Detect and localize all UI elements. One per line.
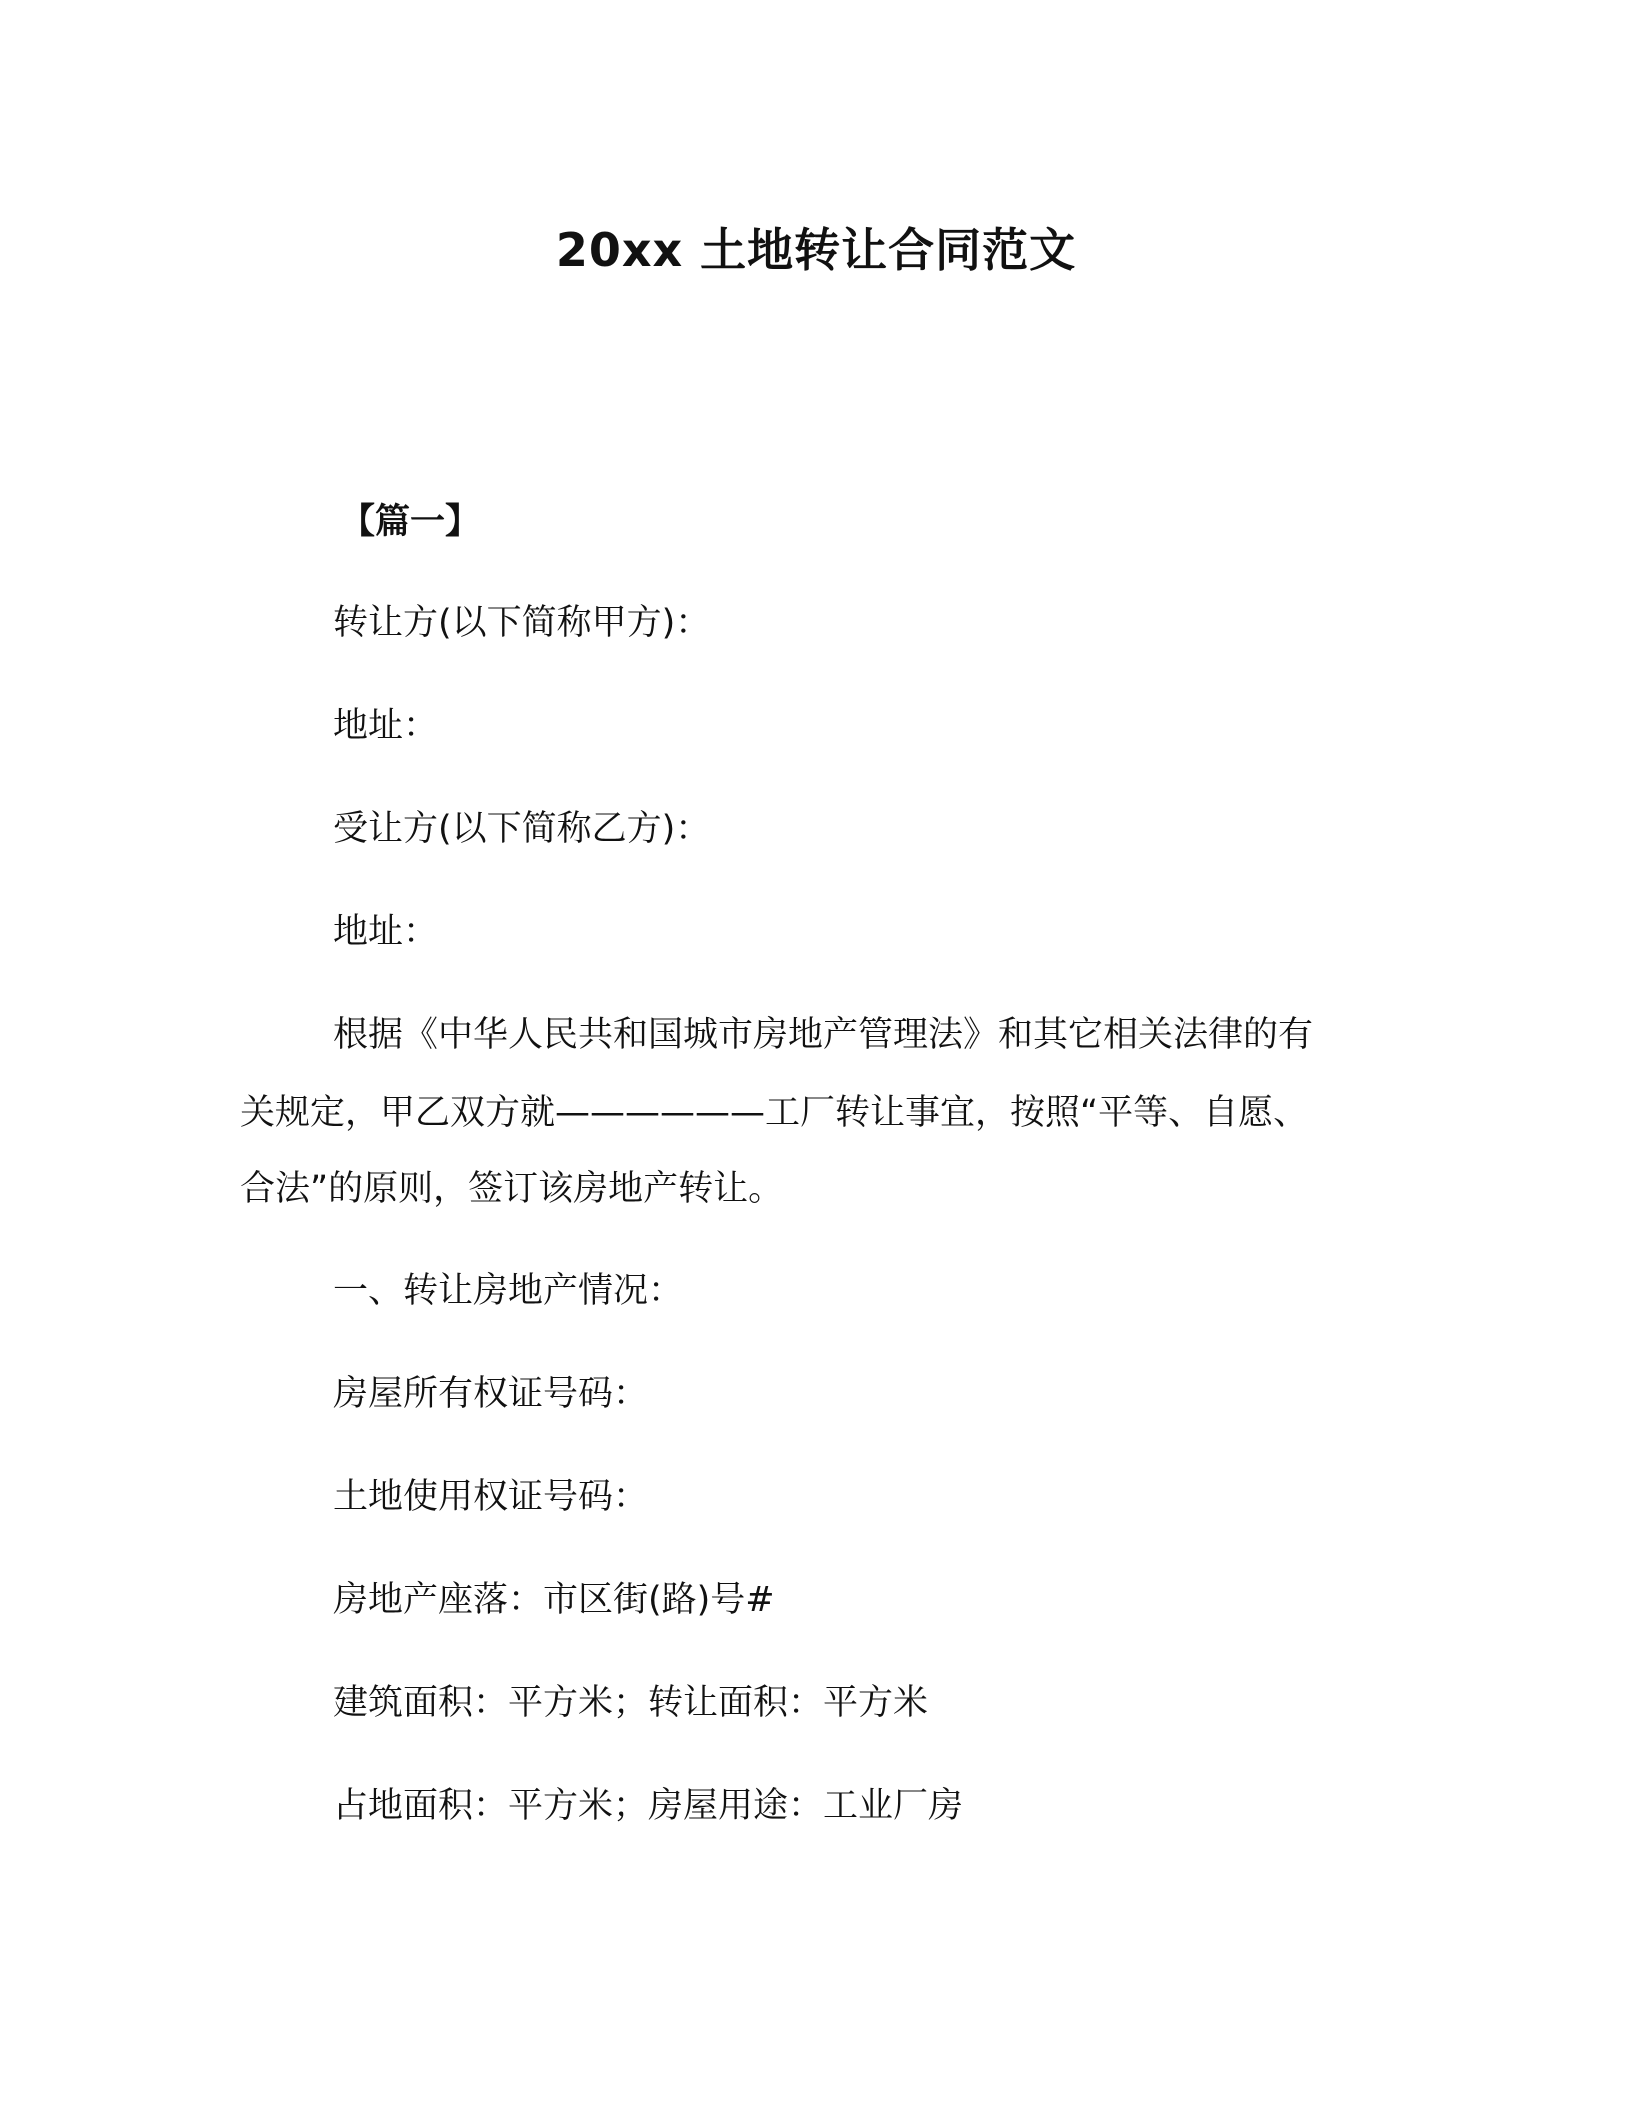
section-heading-1: 一、转让房地产情况： [333,1271,684,1311]
area-line: 建筑面积：平方米；转让面积：平方米 [333,1683,929,1723]
document-title: 20xx 土地转让合同范文 [555,223,1077,277]
location-line: 房地产座落：市区街(路)号# [333,1580,775,1620]
land-area-line: 占地面积：平方米；房屋用途：工业厂房 [333,1786,964,1826]
preamble-line-2: 关规定，甲乙双方就——————工厂转让事宜，按照“平等、自愿、 [240,1093,1309,1133]
section-label: 【篇一】 [340,502,481,542]
transferee-address-label: 地址： [333,912,439,952]
preamble-line-3: 合法”的原则，签订该房地产转让。 [240,1169,784,1209]
land-cert-label: 土地使用权证号码： [333,1477,649,1517]
transferor-label: 转让方(以下简称甲方)： [333,603,711,643]
transferee-label: 受让方(以下简称乙方)： [333,809,711,849]
preamble-line-1: 根据《中华人民共和国城市房地产管理法》和其它相关法律的有 [333,1015,1314,1055]
transferor-address-label: 地址： [333,706,439,746]
house-cert-label: 房屋所有权证号码： [333,1374,649,1414]
